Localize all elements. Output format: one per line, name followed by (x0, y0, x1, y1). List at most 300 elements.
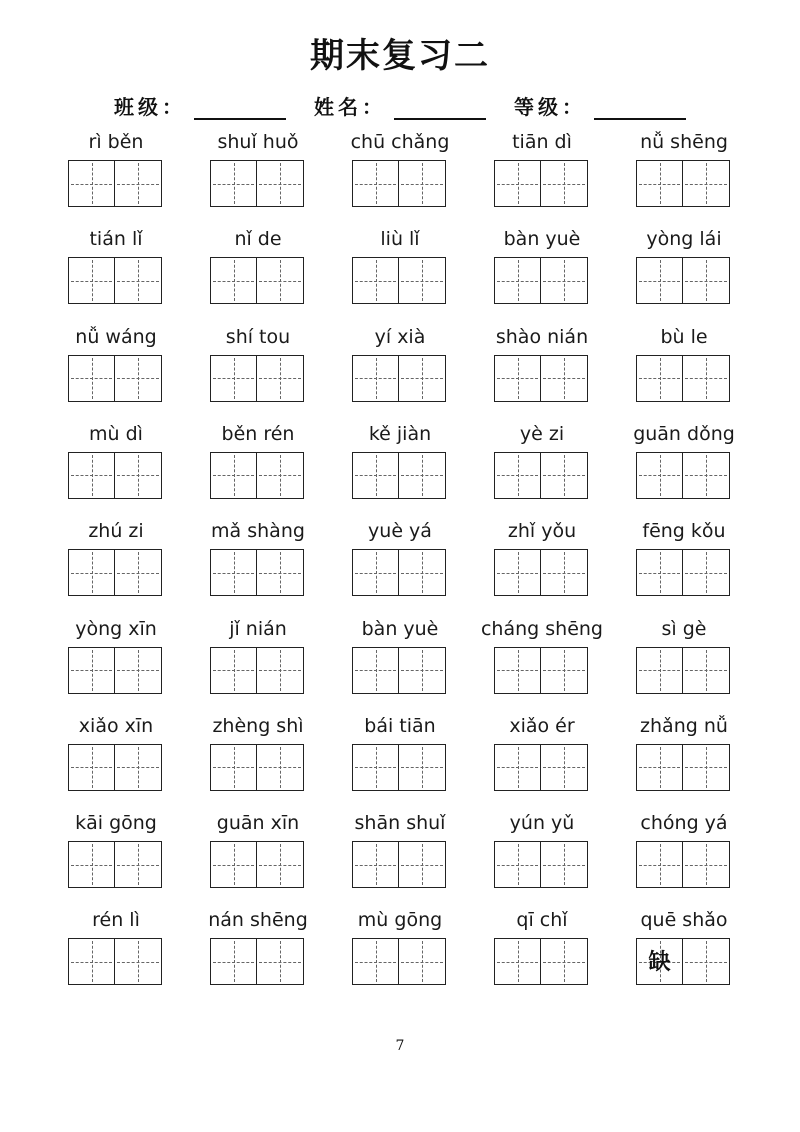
pinyin-label: chóng yá (640, 812, 728, 835)
pinyin-label: rì běn (88, 131, 144, 153)
word-cell (210, 225, 306, 317)
pinyin-label: bàn yuè (503, 228, 581, 251)
word-cell (494, 517, 590, 609)
writing-boxes (210, 355, 304, 402)
pinyin-label: mù gōng (357, 909, 443, 932)
writing-boxes (636, 257, 730, 304)
page-number: 7 (395, 1038, 405, 1054)
tianzige-box[interactable] (541, 744, 588, 791)
written-character (257, 648, 303, 693)
grade-field (514, 91, 686, 120)
exercise-grid (68, 128, 735, 988)
pinyin-label: guān xīn (216, 812, 300, 835)
word-cell (636, 809, 732, 901)
written-character (495, 550, 540, 595)
tianzige-box[interactable] (210, 938, 257, 985)
writing-boxes (494, 938, 588, 985)
tianzige-box[interactable] (636, 257, 683, 304)
written-character (683, 258, 729, 303)
pinyin-label: shào nián (495, 325, 589, 348)
written-character (211, 939, 256, 984)
tianzige-box[interactable] (399, 355, 446, 402)
written-character (115, 258, 161, 303)
tianzige-box[interactable] (68, 841, 115, 888)
tianzige-box[interactable] (541, 257, 588, 304)
written-character (69, 161, 114, 206)
word-cell (210, 128, 306, 220)
written-character (683, 842, 729, 887)
word-cell (494, 323, 590, 415)
tianzige-box[interactable] (115, 938, 162, 985)
written-character (683, 161, 729, 206)
tianzige-box[interactable] (68, 938, 115, 985)
class-label: 班级： (114, 95, 186, 119)
tianzige-box[interactable] (636, 452, 683, 499)
written-character (541, 356, 587, 401)
tianzige-box[interactable] (399, 452, 446, 499)
written-character (211, 356, 256, 401)
pinyin-label: zhú zi (88, 520, 144, 543)
word-cell (633, 420, 735, 512)
tianzige-box[interactable] (352, 647, 399, 694)
writing-boxes (494, 744, 588, 791)
tianzige-box[interactable] (257, 841, 304, 888)
pinyin-label: sì gè (661, 617, 707, 640)
word-cell (68, 906, 164, 998)
written-character (115, 939, 161, 984)
word-cell (68, 128, 164, 220)
writing-boxes (68, 549, 162, 596)
pinyin-label: bàn yuè (361, 617, 439, 640)
written-character (399, 258, 445, 303)
tianzige-box[interactable] (494, 841, 541, 888)
word-cell (210, 517, 306, 609)
pinyin-label: zhèng shì (212, 714, 304, 737)
written-character (69, 550, 114, 595)
tianzige-box[interactable] (494, 452, 541, 499)
written-character (257, 258, 303, 303)
name-label: 姓名： (314, 95, 386, 119)
writing-boxes (68, 938, 162, 985)
tianzige-box[interactable] (68, 549, 115, 596)
word-cell (494, 906, 590, 998)
written-character (257, 356, 303, 401)
tianzige-box[interactable] (352, 938, 399, 985)
written-character (637, 258, 682, 303)
pinyin-label: qī chǐ (516, 909, 568, 932)
written-character (541, 842, 587, 887)
writing-boxes (68, 744, 162, 791)
pinyin-label: běn rén (221, 422, 295, 445)
tianzige-box[interactable] (257, 744, 304, 791)
word-cell (636, 128, 732, 220)
writing-boxes (352, 647, 446, 694)
word-cell (210, 712, 306, 804)
writing-boxes (352, 938, 446, 985)
pinyin-label: mù dì (89, 422, 143, 445)
tianzige-box[interactable] (541, 549, 588, 596)
tianzige-box[interactable] (68, 160, 115, 207)
written-character (399, 161, 445, 206)
word-cell (210, 906, 306, 998)
written-character (637, 648, 682, 693)
pinyin-label: tián lǐ (89, 228, 143, 251)
tianzige-box[interactable] (257, 257, 304, 304)
tianzige-box[interactable] (210, 160, 257, 207)
word-cell (352, 809, 448, 901)
word-cell (636, 323, 732, 415)
written-character (353, 842, 398, 887)
pinyin-label: nǚ wáng (75, 325, 157, 348)
writing-boxes (210, 647, 304, 694)
tianzige-box[interactable] (210, 452, 257, 499)
written-character (637, 161, 682, 206)
written-character (683, 939, 729, 984)
written-character (257, 745, 303, 790)
written-character (69, 648, 114, 693)
writing-boxes (210, 160, 304, 207)
tianzige-box[interactable] (257, 452, 304, 499)
pinyin-label: yuè yá (368, 520, 432, 543)
written-character (353, 258, 398, 303)
written-character (115, 648, 161, 693)
written-character (257, 550, 303, 595)
tianzige-box[interactable] (399, 647, 446, 694)
written-character (495, 648, 540, 693)
tianzige-box[interactable] (636, 841, 683, 888)
word-cell (210, 809, 306, 901)
writing-boxes (352, 549, 446, 596)
pinyin-label: mǎ shàng (211, 520, 305, 543)
pinyin-label: xiǎo ér (509, 714, 575, 737)
tianzige-box[interactable] (115, 257, 162, 304)
written-character (211, 842, 256, 887)
word-cell (210, 420, 306, 512)
tianzige-box[interactable] (257, 355, 304, 402)
word-cell (352, 517, 448, 609)
pinyin-label: fēng kǒu (642, 520, 726, 543)
written-character (541, 550, 587, 595)
tianzige-box[interactable] (636, 160, 683, 207)
tianzige-box[interactable] (115, 452, 162, 499)
class-blank[interactable] (194, 94, 286, 120)
word-cell (636, 517, 732, 609)
tianzige-box[interactable] (494, 647, 541, 694)
written-character (69, 356, 114, 401)
writing-boxes (636, 355, 730, 402)
tianzige-box[interactable] (541, 841, 588, 888)
tianzige-box[interactable] (399, 744, 446, 791)
word-cell (210, 323, 306, 415)
writing-boxes (636, 160, 730, 207)
pinyin-label: nǐ de (234, 228, 282, 251)
pinyin-label: jǐ nián (229, 617, 287, 640)
pinyin-label: kāi gōng (75, 812, 157, 835)
pinyin-label: chū chǎng (350, 131, 450, 153)
tianzige-box[interactable] (683, 841, 730, 888)
written-character (637, 356, 682, 401)
word-cell (352, 906, 448, 998)
written-character (69, 745, 114, 790)
tianzige-box[interactable] (352, 257, 399, 304)
pinyin-label: shān shuǐ (354, 812, 446, 835)
tianzige-box[interactable] (210, 647, 257, 694)
written-character (541, 939, 587, 984)
writing-boxes (68, 257, 162, 304)
writing-boxes (352, 257, 446, 304)
writing-boxes (352, 355, 446, 402)
written-character (115, 550, 161, 595)
tianzige-box[interactable] (352, 549, 399, 596)
written-character (399, 745, 445, 790)
tianzige-box[interactable] (636, 744, 683, 791)
writing-boxes (636, 549, 730, 596)
written-character (69, 258, 114, 303)
written-character (257, 161, 303, 206)
writing-boxes (494, 355, 588, 402)
tianzige-box[interactable] (683, 938, 730, 985)
written-character (257, 939, 303, 984)
tianzige-box[interactable] (683, 744, 730, 791)
tianzige-box[interactable] (68, 257, 115, 304)
tianzige-box[interactable] (115, 549, 162, 596)
tianzige-box[interactable] (210, 744, 257, 791)
written-character (495, 745, 540, 790)
written-character (495, 453, 540, 498)
word-cell (68, 712, 164, 804)
tianzige-box[interactable] (257, 938, 304, 985)
writing-boxes (636, 744, 730, 791)
tianzige-box[interactable] (210, 257, 257, 304)
writing-boxes (210, 938, 304, 985)
word-cell (68, 323, 164, 415)
writing-boxes (210, 257, 304, 304)
pinyin-label: xiǎo xīn (78, 714, 154, 737)
tianzige-box[interactable] (115, 647, 162, 694)
written-character (353, 356, 398, 401)
written-character (211, 161, 256, 206)
written-character (683, 550, 729, 595)
name-field (314, 91, 486, 120)
written-character (541, 161, 587, 206)
tianzige-box[interactable] (541, 355, 588, 402)
written-character (399, 453, 445, 498)
word-cell (352, 420, 448, 512)
tianzige-box[interactable] (399, 160, 446, 207)
written-character (637, 842, 682, 887)
tianzige-box[interactable] (541, 452, 588, 499)
tianzige-box[interactable] (68, 647, 115, 694)
written-character (69, 939, 114, 984)
pinyin-label: rén lì (92, 909, 140, 932)
tianzige-box[interactable] (683, 160, 730, 207)
tianzige-box[interactable] (115, 841, 162, 888)
written-character (683, 356, 729, 401)
tianzige-box[interactable] (494, 938, 541, 985)
word-cell (210, 615, 306, 707)
written-character (399, 939, 445, 984)
tianzige-box[interactable] (115, 160, 162, 207)
tianzige-box[interactable] (683, 355, 730, 402)
written-character (399, 356, 445, 401)
written-character (399, 550, 445, 595)
pinyin-label: yòng xīn (75, 617, 157, 640)
writing-boxes (352, 744, 446, 791)
tianzige-box[interactable] (210, 355, 257, 402)
tianzige-box[interactable] (115, 355, 162, 402)
written-character (399, 842, 445, 887)
writing-boxes (636, 452, 730, 499)
pinyin-label: yè zi (519, 422, 565, 445)
word-cell (68, 615, 164, 707)
writing-boxes (494, 160, 588, 207)
pinyin-label: bái tiān (364, 714, 436, 737)
tianzige-box[interactable] (399, 841, 446, 888)
written-character (495, 939, 540, 984)
tianzige-box[interactable] (541, 647, 588, 694)
written-character (211, 550, 256, 595)
writing-boxes (352, 452, 446, 499)
written-character (353, 939, 398, 984)
tianzige-box[interactable] (636, 355, 683, 402)
writing-boxes (210, 744, 304, 791)
tianzige-box[interactable] (683, 257, 730, 304)
grade-label: 等级： (514, 95, 586, 119)
written-character (211, 453, 256, 498)
written-character (541, 648, 587, 693)
writing-boxes (494, 549, 588, 596)
pinyin-label: yòng lái (646, 228, 722, 251)
tianzige-box[interactable] (352, 355, 399, 402)
tianzige-box[interactable] (257, 549, 304, 596)
tianzige-box[interactable] (210, 549, 257, 596)
tianzige-box[interactable] (636, 549, 683, 596)
writing-boxes (210, 841, 304, 888)
tianzige-box[interactable] (494, 160, 541, 207)
pinyin-label: guān dǒng (633, 422, 735, 445)
tianzige-box[interactable] (68, 452, 115, 499)
tianzige-box[interactable] (68, 355, 115, 402)
written-character (399, 648, 445, 693)
pinyin-label: zhǎng nǚ (640, 714, 728, 737)
written-character (211, 745, 256, 790)
word-cell (352, 128, 448, 220)
tianzige-box[interactable] (636, 938, 683, 985)
tianzige-box[interactable] (683, 647, 730, 694)
word-cell (494, 225, 590, 317)
writing-boxes (494, 841, 588, 888)
writing-boxes (494, 647, 588, 694)
tianzige-box[interactable] (683, 549, 730, 596)
word-cell (68, 420, 164, 512)
tianzige-box[interactable] (399, 257, 446, 304)
tianzige-box[interactable] (68, 744, 115, 791)
tianzige-box[interactable] (352, 841, 399, 888)
writing-boxes (68, 160, 162, 207)
tianzige-box[interactable] (352, 744, 399, 791)
word-cell (68, 517, 164, 609)
tianzige-box[interactable] (494, 355, 541, 402)
word-cell (352, 615, 448, 707)
written-character (637, 550, 682, 595)
written-character (69, 453, 114, 498)
tianzige-box[interactable] (541, 160, 588, 207)
written-character (495, 842, 540, 887)
pinyin-label: yún yǔ (509, 812, 575, 835)
word-cell (636, 712, 732, 804)
pinyin-label: quē shǎo (640, 909, 728, 932)
tianzige-box[interactable] (683, 452, 730, 499)
written-character (683, 648, 729, 693)
writing-boxes (68, 355, 162, 402)
name-blank[interactable] (394, 94, 486, 120)
tianzige-box[interactable] (399, 938, 446, 985)
tianzige-box[interactable] (494, 257, 541, 304)
pinyin-label: cháng shēng (480, 617, 603, 640)
written-character (257, 453, 303, 498)
pinyin-label: tiān dì (512, 131, 572, 153)
tianzige-box[interactable] (636, 647, 683, 694)
writing-boxes (636, 647, 730, 694)
written-character (541, 745, 587, 790)
written-character (637, 453, 682, 498)
pinyin-label: kě jiàn (368, 422, 432, 445)
pinyin-label: nán shēng (208, 909, 308, 932)
grade-blank[interactable] (594, 94, 686, 120)
written-character (69, 842, 114, 887)
word-cell (352, 712, 448, 804)
tianzige-box[interactable] (257, 647, 304, 694)
tianzige-box[interactable] (352, 160, 399, 207)
written-character (115, 356, 161, 401)
written-character (495, 356, 540, 401)
tianzige-box[interactable] (210, 841, 257, 888)
written-character (637, 745, 682, 790)
written-character (211, 648, 256, 693)
student-info-row (0, 88, 800, 120)
word-cell (352, 225, 448, 317)
word-cell (494, 712, 590, 804)
class-field (114, 91, 286, 120)
word-cell (636, 615, 732, 707)
written-character (683, 745, 729, 790)
pinyin-label: shuǐ huǒ (217, 131, 299, 153)
written-character (495, 161, 540, 206)
word-cell (68, 225, 164, 317)
written-character (541, 453, 587, 498)
word-cell (352, 323, 448, 415)
tianzige-box[interactable] (399, 549, 446, 596)
writing-boxes (352, 160, 446, 207)
written-character (353, 745, 398, 790)
tianzige-box[interactable] (115, 744, 162, 791)
word-cell (480, 615, 603, 707)
word-cell (494, 809, 590, 901)
word-cell (494, 420, 590, 512)
tianzige-box[interactable] (494, 549, 541, 596)
writing-boxes (210, 452, 304, 499)
written-character (353, 161, 398, 206)
tianzige-box[interactable] (494, 744, 541, 791)
pinyin-label: shí tou (225, 325, 291, 348)
tianzige-box[interactable] (352, 452, 399, 499)
written-character: 缺 (648, 950, 671, 976)
tianzige-box[interactable] (257, 160, 304, 207)
writing-boxes (68, 841, 162, 888)
tianzige-box[interactable] (541, 938, 588, 985)
writing-boxes (210, 549, 304, 596)
writing-boxes (636, 841, 730, 888)
